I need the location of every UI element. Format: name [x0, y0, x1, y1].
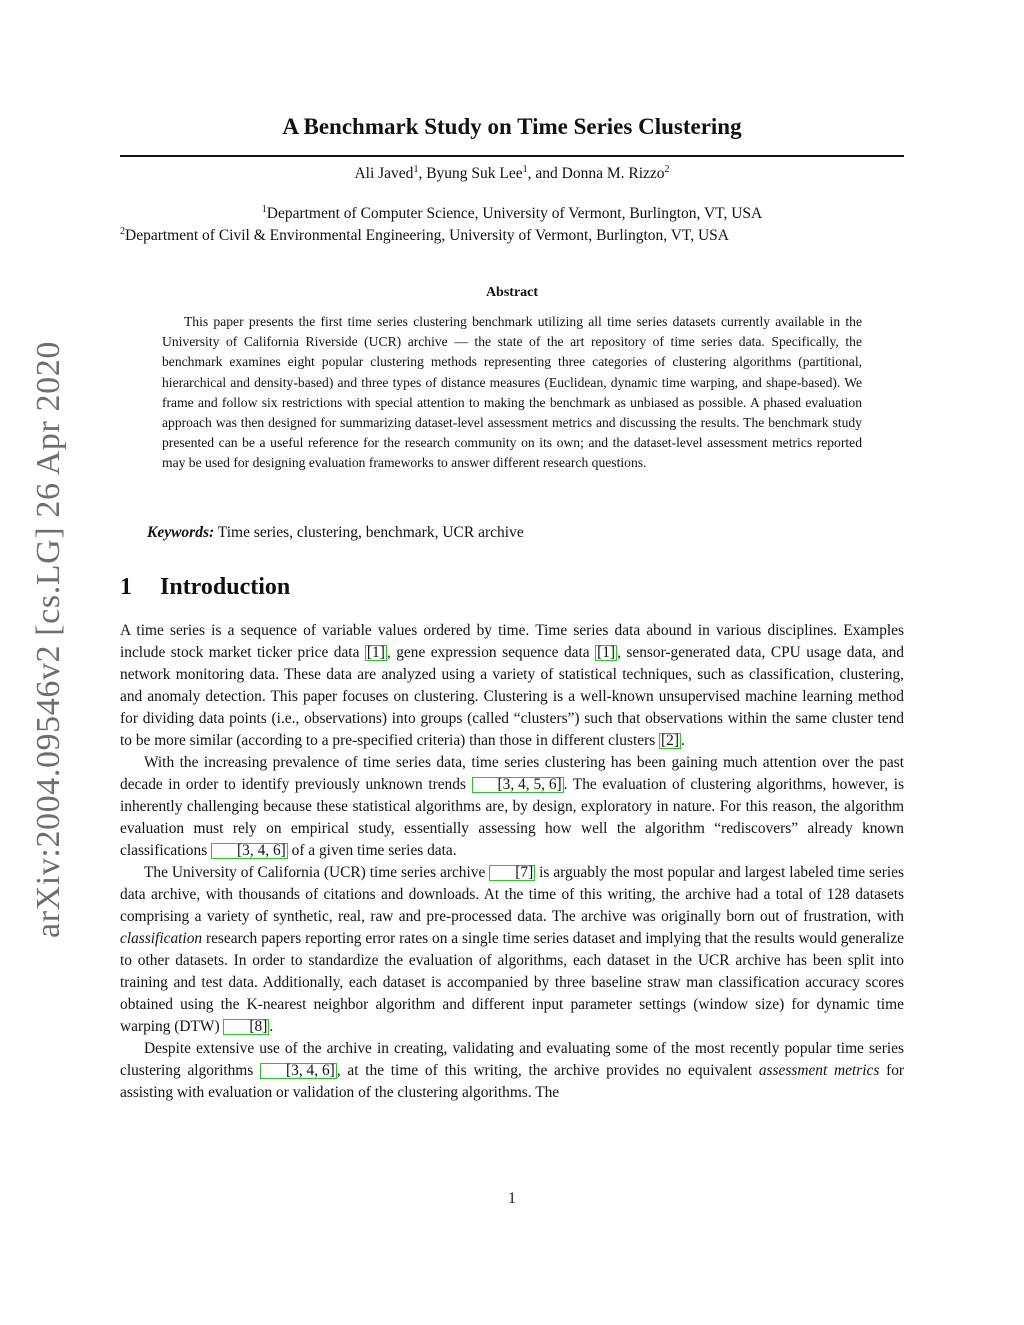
keywords-label: Keywords:	[147, 524, 215, 541]
paragraph: With the increasing prevalence of time series data, time series clustering has been gaining much attention over the past decade in order to identify previously unknown trends [3, 4, 5, 6] . The evaluation of clustering algorithms, however, is inherently challenging because these statistical algorithms are, by design, exploratory in nature. For this reason, the algorithm evaluation must rely on empirical study, essentially assessing how well the algorithm “rediscovers” already known classifications [3, 4, 6] of a given time series data.	[120, 754, 904, 859]
affil-mark: 1	[261, 204, 267, 215]
citation-link[interactable]: [7]	[489, 865, 535, 881]
author-separator: ,	[418, 165, 427, 182]
paper-title: A Benchmark Study on Time Series Clustering	[282, 114, 742, 139]
affil-mark: 2	[120, 226, 125, 237]
citation-link[interactable]: [3, 4, 5, 6]	[472, 777, 564, 793]
arxiv-id: arXiv:2004.09546v2 [cs.LG] 26 Apr 2020	[30, 341, 67, 938]
citation-link[interactable]: [2]	[661, 732, 679, 749]
section-title: Introduction	[160, 574, 291, 600]
body-text	[120, 620, 904, 1104]
author-affil-mark: 2	[664, 164, 670, 175]
section-number: 1	[120, 574, 132, 600]
keywords-text: Time series, clustering, benchmark, UCR archive	[217, 524, 524, 541]
author-affil-mark: 1	[413, 164, 419, 175]
citation-link[interactable]: [1]	[366, 644, 385, 661]
citation-link[interactable]: [3, 4, 6]	[211, 843, 288, 859]
author-affil-mark: 1	[522, 164, 528, 175]
author-name: Byung Suk Lee	[426, 165, 523, 182]
title-rule	[120, 155, 904, 157]
citation-link[interactable]: [8]	[223, 1019, 269, 1035]
author-list	[120, 165, 904, 183]
affiliation-2	[120, 225, 904, 247]
affiliation-1	[120, 203, 904, 225]
author-separator: , and	[527, 165, 562, 182]
abstract-body: This paper presents the first time series clustering benchmark utilizing all time series datasets currently available in the University of California Riverside (UCR) archive — the state of the art repository of time series data. Specifically, the benchmark examines eight popular clustering methods representing three categories of clustering algorithms (partitional, hierarchical and density-based) and three types of distance measures (Euclidean, dynamic time warping, and shape-based). We frame and follow six restrictions with special attention to making the benchmark as unbiased as possible. A phased evaluation approach was then designed for summarizing dataset-level assessment metrics and discussing the results. The benchmark study presented can be a useful reference for the research community on its own; and the dataset-level assessment metrics reported may be used for designing evaluation frameworks to answer different research questions.	[162, 314, 862, 471]
affiliations	[120, 203, 904, 247]
abstract-heading: Abstract	[485, 285, 539, 300]
citation-link[interactable]: [3, 4, 6]	[260, 1063, 337, 1079]
page-number: 1	[508, 1190, 516, 1207]
section-heading	[120, 574, 904, 601]
emphasis: assessment metrics	[758, 1062, 880, 1079]
paragraph: The University of California (UCR) time series archive [7] is arguably the most popular and largest labeled time series data archive, with thousands of citations and downloads. At the time of this writing, the archive had a total of 128 datasets comprising a variety of synthetic, real, raw and pre-processed data. The archive was originally born out of frustration, with classification research papers reporting error rates on a single time series dataset and implying that the results would generalize to other datasets. In order to standardize the evaluation of algorithms, each dataset in the UCR archive has been split into training and test data. Additionally, each dataset is accompanied by three baseline straw man classification accuracy scores obtained using the K-nearest neighbor algorithm and different input parameter settings (window size) for dynamic time warping (DTW) [8] .	[120, 864, 905, 1035]
paragraph: Despite extensive use of the archive in creating, validating and evaluating some of the most recently popular time series clustering algorithms [3, 4, 6] , at the time of this writing, the archive provides no equivalent assessment metrics for assisting with evaluation or validation of the clustering algorithms. The	[120, 1040, 905, 1101]
emphasis: classification	[120, 930, 203, 947]
keywords	[147, 524, 867, 542]
arxiv-stamp	[18, 341, 68, 940]
affil-text: Department of Civil & Environmental Engineering, University of Vermont, Burlington, VT, USA	[125, 227, 729, 244]
author-name: Donna M. Rizzo	[561, 165, 665, 182]
paragraph: A time series is a sequence of variable values ordered by time. Time series data abound in various disciplines. Examples include stock market ticker price data [1] , gene expression sequence data [1] , sensor-generated data, CPU usage data, and network monitoring data. These data are analyzed using a variety of statistical techniques, such as classification, clustering, and anomaly detection. This paper focuses on clustering. Clustering is a well-known unsupervised machine learning method for dividing data points (i.e., observations) into groups (called “clusters”) such that observations within the same cluster tend to be more similar (according to a pre-specified criteria) than those in different clusters [2] .	[120, 622, 904, 749]
citation-link[interactable]: [1]	[597, 644, 616, 661]
affil-text: Department of Computer Science, University of Vermont, Burlington, VT, USA	[266, 205, 763, 222]
author-name: Ali Javed	[354, 165, 414, 182]
